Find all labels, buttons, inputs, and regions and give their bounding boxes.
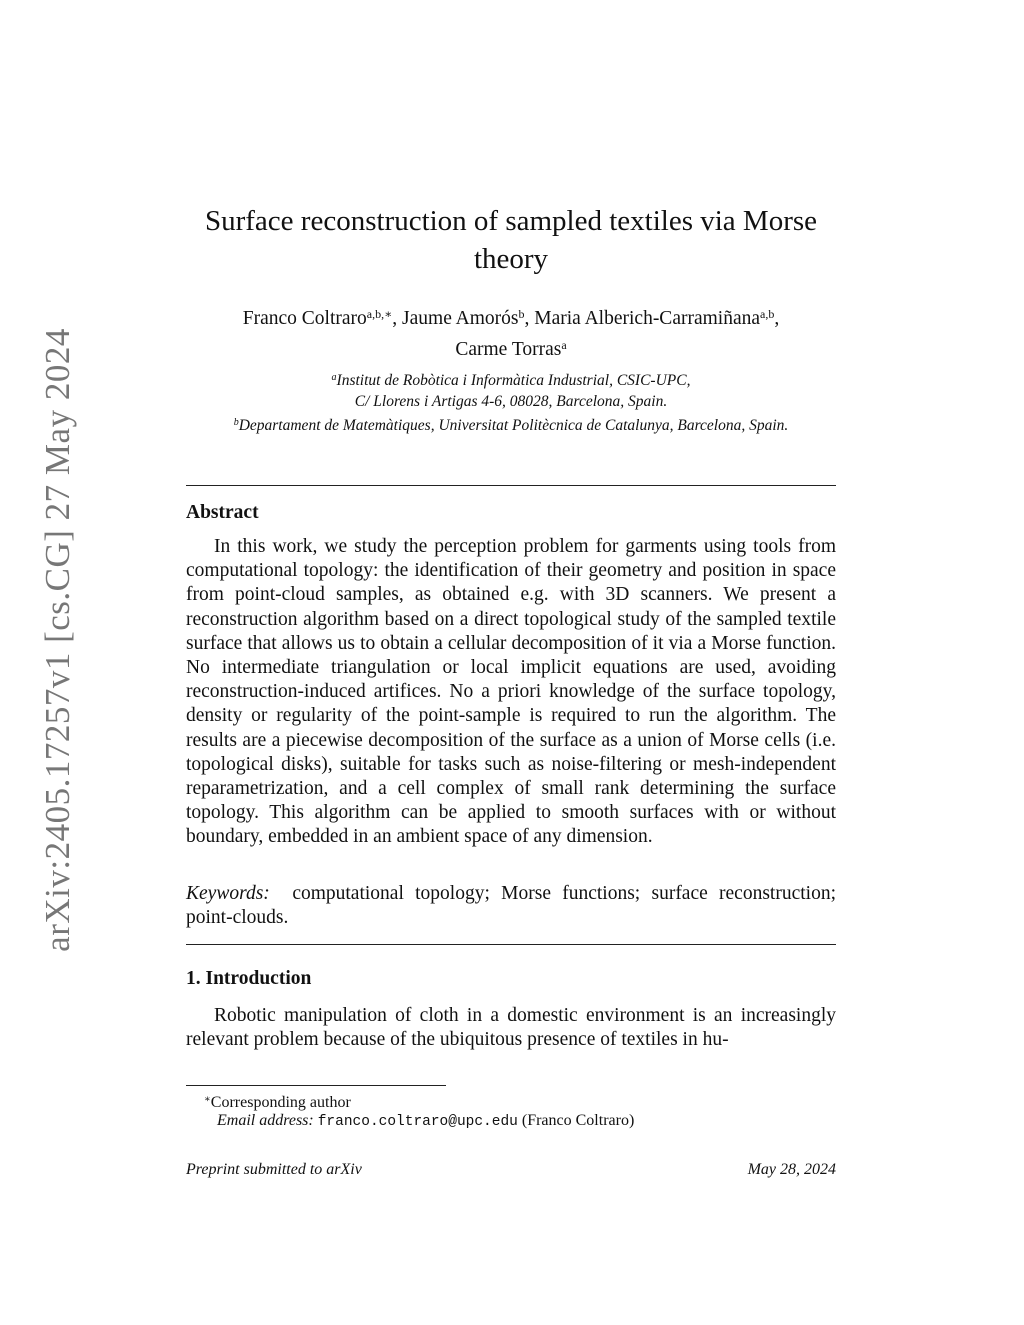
author-affil-mark: a,b <box>760 307 775 321</box>
footer-preprint: Preprint submitted to arXiv <box>186 1161 362 1178</box>
keywords-label: Keywords: <box>186 883 270 904</box>
email-address[interactable]: franco.coltraro@upc.edu <box>317 1114 518 1130</box>
author-name: Maria Alberich-Carramiñana <box>534 308 761 329</box>
author-list <box>186 301 836 363</box>
affiliation-text: Institut de Robòtica i Informàtica Industrial, CSIC-UPC, <box>336 372 691 389</box>
abstract-top-rule <box>186 485 836 486</box>
keywords <box>186 882 836 930</box>
author-name: Franco Coltraro <box>242 308 367 329</box>
paper-title <box>186 202 836 278</box>
affiliation-text: Departament de Matemàtiques, Universitat Politècnica de Catalunya, Barcelona, Spain. <box>238 417 789 434</box>
affiliations <box>150 367 872 436</box>
title-line-2: theory <box>473 243 549 275</box>
intro-paragraph: Robotic manipulation of cloth in a domestic environment is an increasingly relevant problem because of the ubiquitous presence of textiles in hu- <box>186 1005 836 1051</box>
author-affil-mark: a,b,∗ <box>366 307 393 321</box>
author-separator: , <box>524 308 535 329</box>
title-line-1: Surface reconstruction of sampled textiles via Morse <box>204 205 818 237</box>
footnote-rule <box>186 1085 446 1086</box>
affiliation-line <box>150 367 872 391</box>
footnote-text: Corresponding author <box>210 1094 351 1111</box>
abstract-bottom-rule <box>186 944 836 945</box>
affiliation-text: C/ Llorens i Artigas 4-6, 08028, Barcelona, Spain. <box>354 393 668 410</box>
affiliation-mark: b <box>233 417 239 428</box>
affiliation-mark: a <box>331 372 337 383</box>
email-label: Email address: <box>217 1112 314 1129</box>
abstract-heading: Abstract <box>186 502 259 523</box>
section-heading: 1. Introduction <box>186 968 312 989</box>
affiliation-line <box>150 412 872 436</box>
abstract-body: In this work, we study the perception problem for garments using tools from computational topology: the identification of their geometry and position in space from point-cloud samples, as obtained e.g. with 3D scanners. We present a reconstruction algorithm based on a direct topological study of the sampled textile surface that allows us to obtain a cellular decomposition of it via a Morse function. No intermediate triangulation or local implicit equations are used, avoiding reconstruction-induced artifices. No a priori knowledge of the surface topology, density or regularity of the point-sample is required to run the algorithm. The results are a piecewise decomposition of the surface as a union of Morse cells (i.e. topological disks), suitable for tasks such as noise-filtering or mesh-independent reparametrization, and a cell complex of small rank determining the surface topology. This algorithm can be applied to smooth surfaces with or without boundary, embedded in an ambient space of any dimension. <box>186 536 836 848</box>
author-affil-mark: b <box>518 307 525 321</box>
footer-date: May 28, 2024 <box>747 1161 836 1178</box>
author-name: Jaume Amorós <box>402 308 519 329</box>
affiliation-line <box>150 391 872 412</box>
email-owner: (Franco Coltraro) <box>521 1112 635 1129</box>
author-separator: , <box>774 308 780 329</box>
footnote-email <box>217 1111 634 1132</box>
arxiv-identifier: arXiv:2405.17257v1 [cs.CG] 27 May 2024 <box>38 328 77 952</box>
author-affil-mark: a <box>561 338 567 352</box>
footnote-corresponding <box>204 1090 351 1113</box>
author-name: Carme Torras <box>455 339 562 360</box>
keywords-text: computational topology; Morse functions; surface reconstruction; point-clouds. <box>186 883 836 929</box>
author-separator: , <box>392 308 403 329</box>
footnote-mark: ∗ <box>204 1094 211 1105</box>
